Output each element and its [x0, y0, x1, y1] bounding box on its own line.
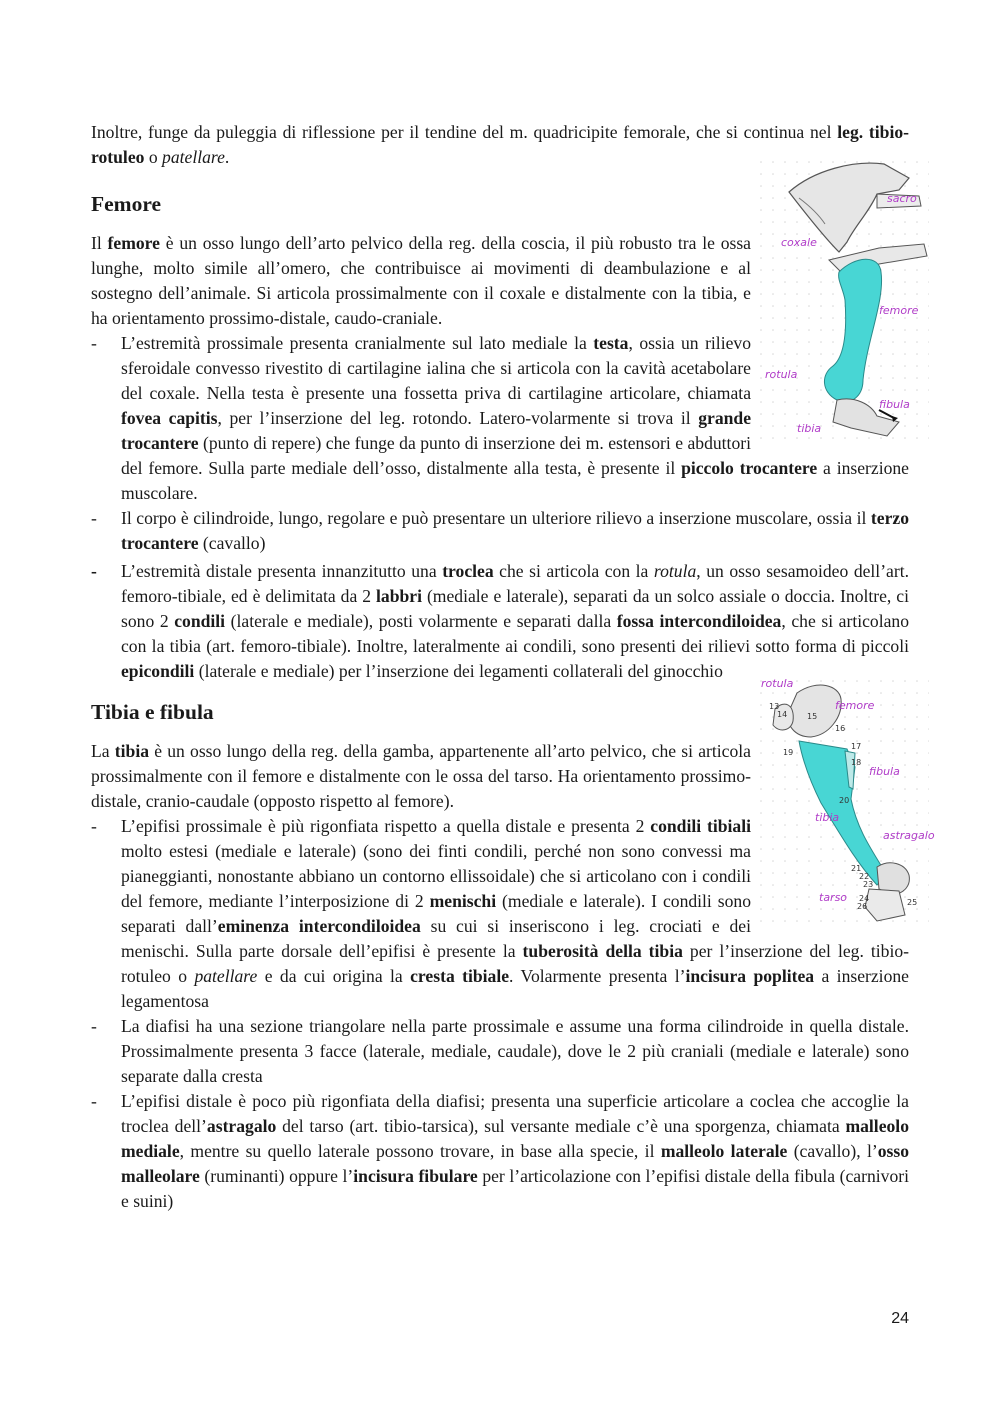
label-femore: femore: [835, 699, 875, 712]
text-run: , per l’inserzione del leg. rotondo. Latero-volarmente si trova il: [217, 408, 699, 428]
femore-bullets: [91, 331, 909, 684]
text-run: (mediale e laterale), separati da un solco assiale o doccia. Inoltre, ci sono 2: [121, 586, 909, 631]
num-23: 23: [863, 880, 874, 889]
femore-bullet-proximal: [91, 331, 909, 506]
label-femore: femore: [879, 304, 919, 317]
text-run: molto estesi (mediale e laterale) (sono dei finti condili, perché non sono convessi ma pianeggianti, nonostante abbiano un contorno ellissoidale) che si articolano con i condili del femore, mediante l’interposizione di 2: [121, 841, 751, 911]
bold-term: menischi: [429, 891, 497, 911]
num-22: 22: [859, 872, 870, 881]
tibia-bullet-proximal: [91, 814, 909, 1014]
bold-term: condili: [174, 611, 226, 631]
heading-femore: Femore: [91, 192, 162, 216]
bold-term: incisura poplitea: [685, 966, 815, 986]
num-16: 16: [835, 724, 846, 733]
italic-term: rotula: [653, 561, 697, 581]
text-run: per l’articolazione con l’epifisi distale della fibula (carnivori e suini): [121, 1166, 909, 1211]
text-run: L’epifisi prossimale è più rigonfiata rispetto a quella distale e presenta 2: [121, 816, 651, 836]
page-content: [91, 120, 935, 1214]
text-run: è un osso lungo della reg. della gamba, appartenente all’arto pelvico, che si articola prossimalmente con il femore e distalmente con le ossa del tarso. Ha orientamento prossimo-distale, cranio-caudale (opposto rispetto al femore).: [91, 741, 751, 811]
bold-term: leg. tibio-rotuleo: [91, 122, 909, 167]
text-run: . Volarmente presenta l’: [509, 966, 686, 986]
bold-term: femore: [107, 233, 160, 253]
tibia-bullet-diaphysis: [91, 1014, 909, 1089]
text-run: , un osso sesamoideo dell’art. femoro-tibiale, ed è delimitata da 2: [121, 561, 910, 606]
text-run: , mentre su quello laterale possono trovare, in base alla specie, il: [179, 1141, 661, 1161]
bold-term: epicondili: [121, 661, 195, 681]
label-fibula: fibula: [879, 398, 910, 411]
tibia-bullets: [91, 814, 909, 1214]
num-14: 14: [777, 710, 788, 719]
text-run: (punto di repere) che funge da punto di inserzione dei m. estensori e abduttori del femore. Sulla parte mediale dell’osso, distalmente alla testa, è presente il: [121, 433, 751, 478]
bold-term: grande trocantere: [121, 408, 751, 453]
text-run: , ossia un rilievo sferoidale convesso rivestito di cartilagine ialina che si articola con la cavità acetabolare del coxale. Nella testa è presente una fossetta priva di cartilagine articolare, chiamata: [121, 333, 751, 403]
text-run: (cavallo): [198, 533, 266, 553]
text-run: La diafisi ha una sezione triangolare nella parte prossimale e assume una forma cilindroide in quella distale. Prossimalmente presenta 3 facce (laterale, mediale, caudale), dove le 2 più craniali (mediale e laterale) sono separate dalla cresta: [121, 1016, 909, 1086]
text-run: L’epifisi distale è poco più rigonfiata della diafisi; presenta una superficie articolare a coclea che accoglie la troclea dell’: [121, 1091, 909, 1136]
text-run: che si articola con la: [493, 561, 654, 581]
label-coxale: coxale: [781, 236, 817, 249]
label-fibula: fibula: [869, 765, 900, 778]
label-tibia: tibia: [815, 811, 840, 824]
label-tibia: tibia: [797, 422, 822, 435]
text-run: , che si articolano con la tibia (art. femoro-tibiale). Inoltre, lateralmente ai condili, sono presenti dei rilievi sotto forma di piccoli: [121, 611, 910, 656]
num-19: 19: [783, 748, 794, 757]
bold-term: tuberosità della tibia: [522, 941, 683, 961]
bold-term: eminenza intercondiloidea: [217, 916, 421, 936]
text-run: (mediale e laterale). I condili sono separati dall’: [121, 891, 751, 936]
text-run: (laterale e mediale) per l’inserzione dei legamenti collaterali del ginocchio: [194, 661, 723, 681]
bold-term: malleolo mediale: [121, 1116, 909, 1161]
num-24: 24: [859, 894, 870, 903]
label-astragalo: astragalo: [883, 829, 935, 842]
num-26: 26: [857, 902, 868, 911]
page-number: 24: [891, 1310, 909, 1327]
bold-term: malleolo laterale: [660, 1141, 788, 1161]
label-sacro: sacro: [887, 192, 917, 205]
heading-tibia-fibula: Tibia e fibula: [91, 700, 214, 724]
text-run: (cavallo), l’: [787, 1141, 878, 1161]
text-run: Il corpo è cilindroide, lungo, regolare e può presentare un ulteriore rilievo a inserzione muscolare, ossia il: [121, 508, 871, 528]
bold-term: fossa intercondiloidea: [616, 611, 782, 631]
text-run: o: [144, 147, 163, 167]
italic-term: patellare: [194, 966, 258, 986]
bold-term: fovea capitis: [121, 408, 218, 428]
bold-term: piccolo trocantere: [681, 458, 818, 478]
num-17: 17: [851, 742, 862, 751]
text-run: (laterale e mediale), posti volarmente e separati dalla: [225, 611, 617, 631]
bold-term: tibia: [114, 741, 149, 761]
num-21: 21: [851, 864, 862, 873]
bold-term: troclea: [442, 561, 494, 581]
text-run: su cui si inseriscono i leg. crociati e dei menischi. Sulla parte dorsale dell’epifisi è presente la: [121, 916, 751, 961]
bold-term: condili tibiali: [650, 816, 752, 836]
bold-term: astragalo: [206, 1116, 277, 1136]
tibia-bullet-distal: [91, 1089, 909, 1214]
text-run: del tarso (art. tibio-tarsica), sul versante mediale c’è una sporgenza, chiamata: [276, 1116, 846, 1136]
label-rotula: rotula: [761, 677, 794, 690]
text-run: La: [91, 741, 115, 761]
num-13: 13: [769, 702, 780, 711]
text-run: (ruminanti) oppure l’: [199, 1166, 354, 1186]
text-run: L’estremità distale presenta innanzitutto una: [121, 561, 443, 581]
label-tarso: tarso: [819, 891, 848, 904]
bold-term: osso malleolare: [121, 1141, 909, 1186]
num-25: 25: [907, 898, 918, 907]
bold-term: incisura fibulare: [353, 1166, 478, 1186]
num-15: 15: [807, 712, 818, 721]
italic-term: patellare: [162, 147, 225, 167]
femore-bullet-distal: [91, 559, 909, 684]
text-run: e da cui origina la: [257, 966, 411, 986]
text-run: Inoltre, funge da puleggia di riflessione per il tendine del m. quadricipite femorale, che si continua nel: [91, 122, 838, 142]
bold-term: cresta tibiale: [410, 966, 510, 986]
text-run: a inserzione legamentosa: [121, 966, 909, 1011]
bold-term: testa: [593, 333, 629, 353]
num-18: 18: [851, 758, 862, 767]
bold-term: terzo trocantere: [121, 508, 909, 553]
label-rotula: rotula: [765, 368, 798, 381]
text-run: per l’inserzione del leg. tibio-rotuleo o: [121, 941, 909, 986]
text-run: L’estremità prossimale presenta cranialmente sul lato mediale la: [121, 333, 594, 353]
femore-bullet-body: [91, 506, 909, 556]
text-run: .: [224, 147, 230, 167]
bold-term: labbri: [376, 586, 422, 606]
text-run: a inserzione muscolare.: [121, 458, 909, 503]
text-run: è un osso lungo dell’arto pelvico della reg. della coscia, il più robusto tra le ossa lunghe, molto simile all’omero, che contribuisce ai movimenti di deambulazione e al sostegno dell’animale. Si articola prossimalmente con il coxale e distalmente con la tibia, e ha orientamento prossimo-distale, caudo-craniale.: [91, 233, 751, 328]
num-20: 20: [839, 796, 850, 805]
text-run: Il: [91, 233, 108, 253]
